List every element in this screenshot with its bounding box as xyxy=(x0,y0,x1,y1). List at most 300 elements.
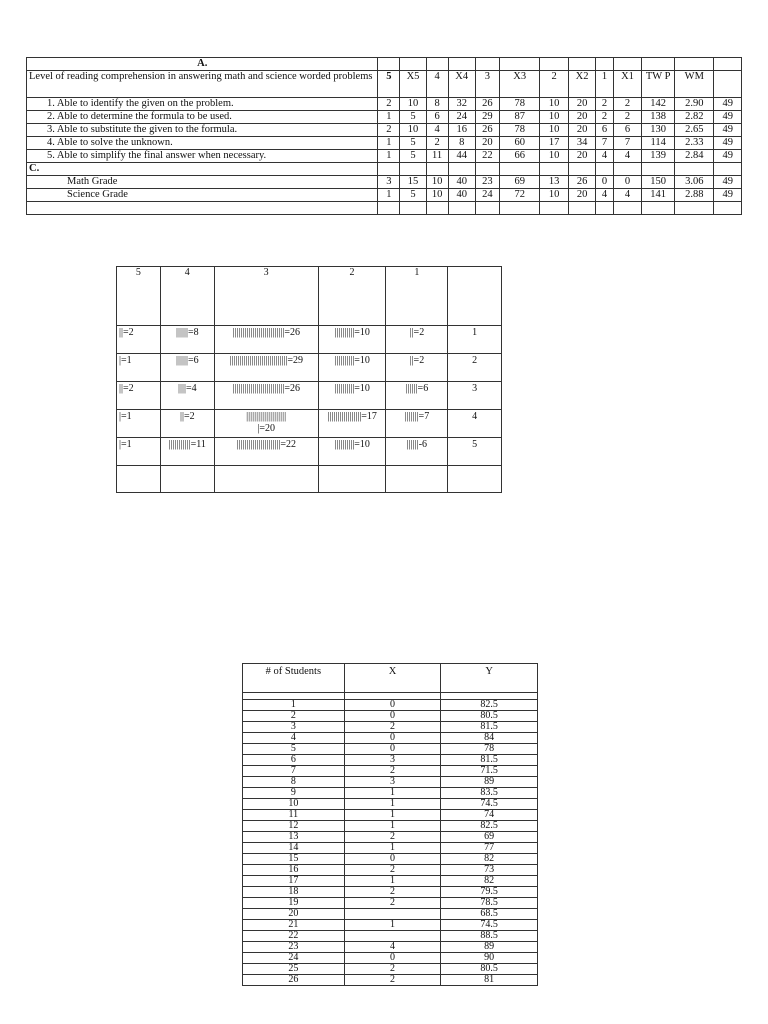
empty-cell xyxy=(378,163,400,176)
empty-cell xyxy=(448,466,502,493)
item-row xyxy=(27,150,742,163)
item-value: 16 xyxy=(448,124,475,137)
grade-value: 2.88 xyxy=(675,189,714,202)
item-value: 20 xyxy=(568,111,595,124)
xy-row xyxy=(243,799,538,810)
xy-cell: 20 xyxy=(243,909,345,920)
xy-header: Y xyxy=(441,664,538,693)
xy-row xyxy=(243,920,538,931)
xy-cell: 81.5 xyxy=(441,755,538,766)
xy-cell: 1 xyxy=(344,920,441,931)
xy-row xyxy=(243,821,538,832)
tally-cell: 2 xyxy=(448,354,502,382)
xy-cell: 0 xyxy=(344,744,441,755)
tally-row xyxy=(117,382,502,410)
item-value: 2.84 xyxy=(675,150,714,163)
item-value: 49 xyxy=(714,111,742,124)
xy-row xyxy=(243,722,538,733)
tally-row xyxy=(117,354,502,382)
grade-value: 40 xyxy=(448,176,475,189)
item-value: 60 xyxy=(499,137,540,150)
item-value: 2 xyxy=(378,124,400,137)
item-value: 34 xyxy=(568,137,595,150)
tally-cell: ||||||=8 xyxy=(160,326,214,354)
column-header: 5 xyxy=(378,71,400,98)
empty-cell xyxy=(475,202,499,215)
xy-header: # of Students xyxy=(243,664,345,693)
xy-cell: 24 xyxy=(243,953,345,964)
tally-cell: ||||=4 xyxy=(160,382,214,410)
xy-cell: 6 xyxy=(243,755,345,766)
xy-cell: 82.5 xyxy=(441,700,538,711)
xy-cell: 2 xyxy=(344,887,441,898)
xy-cell: 1 xyxy=(344,788,441,799)
xy-cell: 14 xyxy=(243,843,345,854)
xy-row xyxy=(243,766,538,777)
empty-cell xyxy=(714,163,742,176)
reading-comprehension-table xyxy=(26,57,742,215)
item-value: 130 xyxy=(642,124,675,137)
xy-cell: 0 xyxy=(344,700,441,711)
xy-row xyxy=(243,975,538,986)
xy-cell: 0 xyxy=(344,953,441,964)
xy-cell xyxy=(344,909,441,920)
item-row xyxy=(27,98,742,111)
tally-header: 5 xyxy=(117,267,161,326)
xy-cell: 1 xyxy=(243,700,345,711)
xy-cell: 89 xyxy=(441,942,538,953)
empty-cell xyxy=(27,202,378,215)
item-value: 4 xyxy=(426,124,448,137)
empty-cell xyxy=(540,202,568,215)
item-value: 7 xyxy=(613,137,641,150)
item-value: 8 xyxy=(448,137,475,150)
item-row xyxy=(27,111,742,124)
empty-cell xyxy=(568,58,595,71)
xy-cell: 26 xyxy=(243,975,345,986)
item-value: 1 xyxy=(378,137,400,150)
item-value: 17 xyxy=(540,137,568,150)
empty-cell xyxy=(642,202,675,215)
grade-label: Science Grade xyxy=(27,189,378,202)
tally-row xyxy=(117,438,502,466)
item-value: 32 xyxy=(448,98,475,111)
xy-cell: 5 xyxy=(243,744,345,755)
item-value: 20 xyxy=(475,137,499,150)
item-value: 20 xyxy=(568,150,595,163)
grade-value: 15 xyxy=(400,176,426,189)
item-value: 2 xyxy=(426,137,448,150)
empty-cell xyxy=(214,466,318,493)
empty-cell xyxy=(675,58,714,71)
item-value: 138 xyxy=(642,111,675,124)
xy-cell: 74.5 xyxy=(441,799,538,810)
empty-cell xyxy=(448,58,475,71)
xy-cell: 1 xyxy=(344,821,441,832)
tally-cell: ||||||||||=10 xyxy=(318,382,386,410)
xy-cell: 23 xyxy=(243,942,345,953)
item-value: 10 xyxy=(400,124,426,137)
empty-cell xyxy=(378,58,400,71)
xy-cell: 2 xyxy=(344,865,441,876)
tally-cell: ||||||=6 xyxy=(386,382,448,410)
xy-cell: 78 xyxy=(441,744,538,755)
xy-row xyxy=(243,953,538,964)
grade-value: 49 xyxy=(714,176,742,189)
xy-cell: 68.5 xyxy=(441,909,538,920)
grade-value: 24 xyxy=(475,189,499,202)
grade-value: 10 xyxy=(426,176,448,189)
xy-cell: 80.5 xyxy=(441,964,538,975)
xy-cell: 79.5 xyxy=(441,887,538,898)
xy-cell: 16 xyxy=(243,865,345,876)
tally-cell: |=1 xyxy=(117,410,161,438)
xy-row xyxy=(243,931,538,942)
item-value: 6 xyxy=(596,124,614,137)
xy-cell: 88.5 xyxy=(441,931,538,942)
grade-value: 5 xyxy=(400,189,426,202)
empty-cell xyxy=(714,202,742,215)
item-label: 5. Able to simplify the final answer when necessary. xyxy=(27,150,378,163)
xy-cell: 21 xyxy=(243,920,345,931)
section-c-label: C. xyxy=(27,163,378,176)
tally-cell: 1 xyxy=(448,326,502,354)
item-value: 7 xyxy=(596,137,614,150)
tally-table xyxy=(116,266,502,493)
empty-cell xyxy=(160,466,214,493)
tally-cell: |||||||||||||||||||||||||||||=29 xyxy=(214,354,318,382)
item-value: 26 xyxy=(475,124,499,137)
tally-cell: ||||||||||||||||||||||=22 xyxy=(214,438,318,466)
students-xy-table xyxy=(242,663,538,986)
xy-cell: 81.5 xyxy=(441,722,538,733)
grade-row xyxy=(27,176,742,189)
xy-row xyxy=(243,887,538,898)
xy-cell: 2 xyxy=(344,722,441,733)
grade-value: 0 xyxy=(596,176,614,189)
empty-cell xyxy=(400,163,426,176)
xy-row xyxy=(243,700,538,711)
xy-cell: 82.5 xyxy=(441,821,538,832)
empty-cell xyxy=(540,58,568,71)
item-value: 5 xyxy=(400,137,426,150)
xy-row xyxy=(243,876,538,887)
item-value: 2 xyxy=(596,111,614,124)
grade-value: 49 xyxy=(714,189,742,202)
item-value: 10 xyxy=(400,98,426,111)
tally-cell: |||||||||||||||||=17 xyxy=(318,410,386,438)
item-value: 5 xyxy=(400,150,426,163)
tally-cell: ||||||||||||||||||||||||||=26 xyxy=(214,326,318,354)
item-value: 11 xyxy=(426,150,448,163)
grade-value: 4 xyxy=(596,189,614,202)
empty-cell xyxy=(596,202,614,215)
xy-cell: 10 xyxy=(243,799,345,810)
item-row xyxy=(27,137,742,150)
empty-cell xyxy=(568,202,595,215)
grade-value: 72 xyxy=(499,189,540,202)
empty-cell xyxy=(400,202,426,215)
column-header: TW P xyxy=(642,71,675,98)
tally-blank-row xyxy=(117,466,502,493)
tally-cell: |=1 xyxy=(117,438,161,466)
item-value: 49 xyxy=(714,98,742,111)
header-row xyxy=(27,71,742,98)
xy-cell: 7 xyxy=(243,766,345,777)
xy-cell: 0 xyxy=(344,733,441,744)
xy-cell: 11 xyxy=(243,810,345,821)
item-value: 29 xyxy=(475,111,499,124)
grade-value: 26 xyxy=(568,176,595,189)
item-row xyxy=(27,124,742,137)
item-value: 78 xyxy=(499,124,540,137)
xy-cell: 90 xyxy=(441,953,538,964)
item-value: 26 xyxy=(475,98,499,111)
xy-cell: 4 xyxy=(344,942,441,953)
item-value: 78 xyxy=(499,98,540,111)
xy-cell: 74.5 xyxy=(441,920,538,931)
xy-cell: 2 xyxy=(344,975,441,986)
xy-cell: 12 xyxy=(243,821,345,832)
column-header: X4 xyxy=(448,71,475,98)
item-value: 142 xyxy=(642,98,675,111)
xy-cell: 25 xyxy=(243,964,345,975)
item-value: 6 xyxy=(426,111,448,124)
tally-cell: ||||||||||||||||||||||||||=26 xyxy=(214,382,318,410)
tally-row xyxy=(117,410,502,438)
tally-cell: ||=2 xyxy=(386,354,448,382)
item-value: 49 xyxy=(714,137,742,150)
xy-row xyxy=(243,733,538,744)
empty-cell xyxy=(613,163,641,176)
xy-row xyxy=(243,854,538,865)
xy-cell: 1 xyxy=(344,876,441,887)
item-value: 2 xyxy=(378,98,400,111)
item-value: 2.82 xyxy=(675,111,714,124)
grade-value: 69 xyxy=(499,176,540,189)
item-value: 4 xyxy=(613,150,641,163)
item-value: 2 xyxy=(613,111,641,124)
xy-header-row xyxy=(243,664,538,693)
xy-cell: 1 xyxy=(344,843,441,854)
item-value: 2 xyxy=(596,98,614,111)
empty-cell xyxy=(499,163,540,176)
grade-value: 13 xyxy=(540,176,568,189)
empty-cell xyxy=(613,202,641,215)
item-value: 2 xyxy=(613,98,641,111)
tally-header: 2 xyxy=(318,267,386,326)
tally-cell: |||||||||||||||||||| |=20 xyxy=(214,410,318,438)
empty-cell xyxy=(475,163,499,176)
xy-cell: 2 xyxy=(344,832,441,843)
tally-cell: |||||||=7 xyxy=(386,410,448,438)
item-value: 4 xyxy=(596,150,614,163)
tally-cell: ||||||-6 xyxy=(386,438,448,466)
empty-cell xyxy=(675,202,714,215)
empty-cell xyxy=(596,163,614,176)
tally-header: 4 xyxy=(160,267,214,326)
xy-row xyxy=(243,909,538,920)
xy-row xyxy=(243,964,538,975)
empty-cell xyxy=(448,202,475,215)
xy-cell: 73 xyxy=(441,865,538,876)
xy-row xyxy=(243,810,538,821)
grade-value: 20 xyxy=(568,189,595,202)
xy-row xyxy=(243,711,538,722)
item-value: 1 xyxy=(378,150,400,163)
item-value: 20 xyxy=(568,124,595,137)
empty-cell xyxy=(642,163,675,176)
empty-cell xyxy=(642,58,675,71)
tally-cell: ||||||||||=10 xyxy=(318,438,386,466)
xy-cell: 80.5 xyxy=(441,711,538,722)
tally-cell: ||=2 xyxy=(117,382,161,410)
xy-cell: 69 xyxy=(441,832,538,843)
xy-cell: 15 xyxy=(243,854,345,865)
empty-cell xyxy=(448,163,475,176)
xy-cell: 13 xyxy=(243,832,345,843)
grade-value: 0 xyxy=(613,176,641,189)
item-label: 1. Able to identify the given on the problem. xyxy=(27,98,378,111)
xy-cell: 74 xyxy=(441,810,538,821)
tally-cell: 3 xyxy=(448,382,502,410)
item-value: 8 xyxy=(426,98,448,111)
empty-cell xyxy=(596,58,614,71)
xy-cell: 71.5 xyxy=(441,766,538,777)
empty-cell xyxy=(400,58,426,71)
grade-value: 141 xyxy=(642,189,675,202)
empty-cell xyxy=(475,58,499,71)
grade-row xyxy=(27,189,742,202)
tally-cell: |||||||||||=11 xyxy=(160,438,214,466)
grade-value: 4 xyxy=(613,189,641,202)
xy-cell: 18 xyxy=(243,887,345,898)
item-value: 10 xyxy=(540,124,568,137)
empty-cell xyxy=(386,466,448,493)
empty-cell xyxy=(318,466,386,493)
grade-value: 40 xyxy=(448,189,475,202)
item-value: 6 xyxy=(613,124,641,137)
xy-row xyxy=(243,788,538,799)
xy-row xyxy=(243,777,538,788)
item-value: 49 xyxy=(714,150,742,163)
xy-row xyxy=(243,898,538,909)
tally-cell: ||||||=6 xyxy=(160,354,214,382)
tally-cell: ||||||||||=10 xyxy=(318,326,386,354)
column-header: WM xyxy=(675,71,714,98)
item-value: 5 xyxy=(400,111,426,124)
xy-header: X xyxy=(344,664,441,693)
tally-cell: |=1 xyxy=(117,354,161,382)
xy-cell: 82 xyxy=(441,876,538,887)
tally-row xyxy=(117,326,502,354)
xy-row xyxy=(243,843,538,854)
item-label: 4. Able to solve the unknown. xyxy=(27,137,378,150)
item-value: 22 xyxy=(475,150,499,163)
xy-cell: 2 xyxy=(344,898,441,909)
grade-value: 23 xyxy=(475,176,499,189)
section-a-row xyxy=(27,58,742,71)
xy-cell: 22 xyxy=(243,931,345,942)
grade-value: 10 xyxy=(426,189,448,202)
tally-cell: ||=2 xyxy=(160,410,214,438)
xy-cell: 84 xyxy=(441,733,538,744)
xy-cell: 3 xyxy=(243,722,345,733)
empty-cell xyxy=(426,202,448,215)
item-value: 87 xyxy=(499,111,540,124)
xy-cell: 1 xyxy=(344,799,441,810)
xy-cell: 0 xyxy=(344,711,441,722)
item-value: 10 xyxy=(540,150,568,163)
column-header: X2 xyxy=(568,71,595,98)
blank-row xyxy=(27,202,742,215)
empty-cell xyxy=(613,58,641,71)
xy-cell: 8 xyxy=(243,777,345,788)
item-value: 139 xyxy=(642,150,675,163)
tally-cell: ||=2 xyxy=(117,326,161,354)
column-header: 1 xyxy=(596,71,614,98)
tally-header xyxy=(448,267,502,326)
tally-cell: 4 xyxy=(448,410,502,438)
xy-cell: 81 xyxy=(441,975,538,986)
column-header: 2 xyxy=(540,71,568,98)
item-value: 20 xyxy=(568,98,595,111)
tally-header: 1 xyxy=(386,267,448,326)
xy-row xyxy=(243,755,538,766)
item-value: 2.65 xyxy=(675,124,714,137)
xy-row xyxy=(243,832,538,843)
empty-cell xyxy=(426,58,448,71)
section-a-label: A. xyxy=(27,58,378,71)
xy-cell: 19 xyxy=(243,898,345,909)
tally-header: 3 xyxy=(214,267,318,326)
item-value: 49 xyxy=(714,124,742,137)
grade-value: 3 xyxy=(378,176,400,189)
tally-cell: ||||||||||=10 xyxy=(318,354,386,382)
column-header: X5 xyxy=(400,71,426,98)
empty-cell xyxy=(117,466,161,493)
empty-cell xyxy=(499,58,540,71)
empty-cell xyxy=(568,163,595,176)
grade-value: 3.06 xyxy=(675,176,714,189)
column-header: X3 xyxy=(499,71,540,98)
xy-cell: 82 xyxy=(441,854,538,865)
item-label: 3. Able to substitute the given to the formula. xyxy=(27,124,378,137)
xy-cell: 83.5 xyxy=(441,788,538,799)
xy-cell: 17 xyxy=(243,876,345,887)
xy-cell: 77 xyxy=(441,843,538,854)
section-c-row xyxy=(27,163,742,176)
item-value: 114 xyxy=(642,137,675,150)
item-value: 10 xyxy=(540,98,568,111)
item-value: 2.90 xyxy=(675,98,714,111)
item-value: 10 xyxy=(540,111,568,124)
column-header xyxy=(714,71,742,98)
empty-cell xyxy=(714,58,742,71)
xy-cell: 9 xyxy=(243,788,345,799)
empty-cell xyxy=(499,202,540,215)
grade-value: 1 xyxy=(378,189,400,202)
column-header: 4 xyxy=(426,71,448,98)
xy-cell: 1 xyxy=(344,810,441,821)
item-value: 66 xyxy=(499,150,540,163)
tally-cell: 5 xyxy=(448,438,502,466)
xy-cell: 2 xyxy=(243,711,345,722)
item-value: 1 xyxy=(378,111,400,124)
tally-header-row xyxy=(117,267,502,326)
xy-cell: 2 xyxy=(344,766,441,777)
item-value: 44 xyxy=(448,150,475,163)
